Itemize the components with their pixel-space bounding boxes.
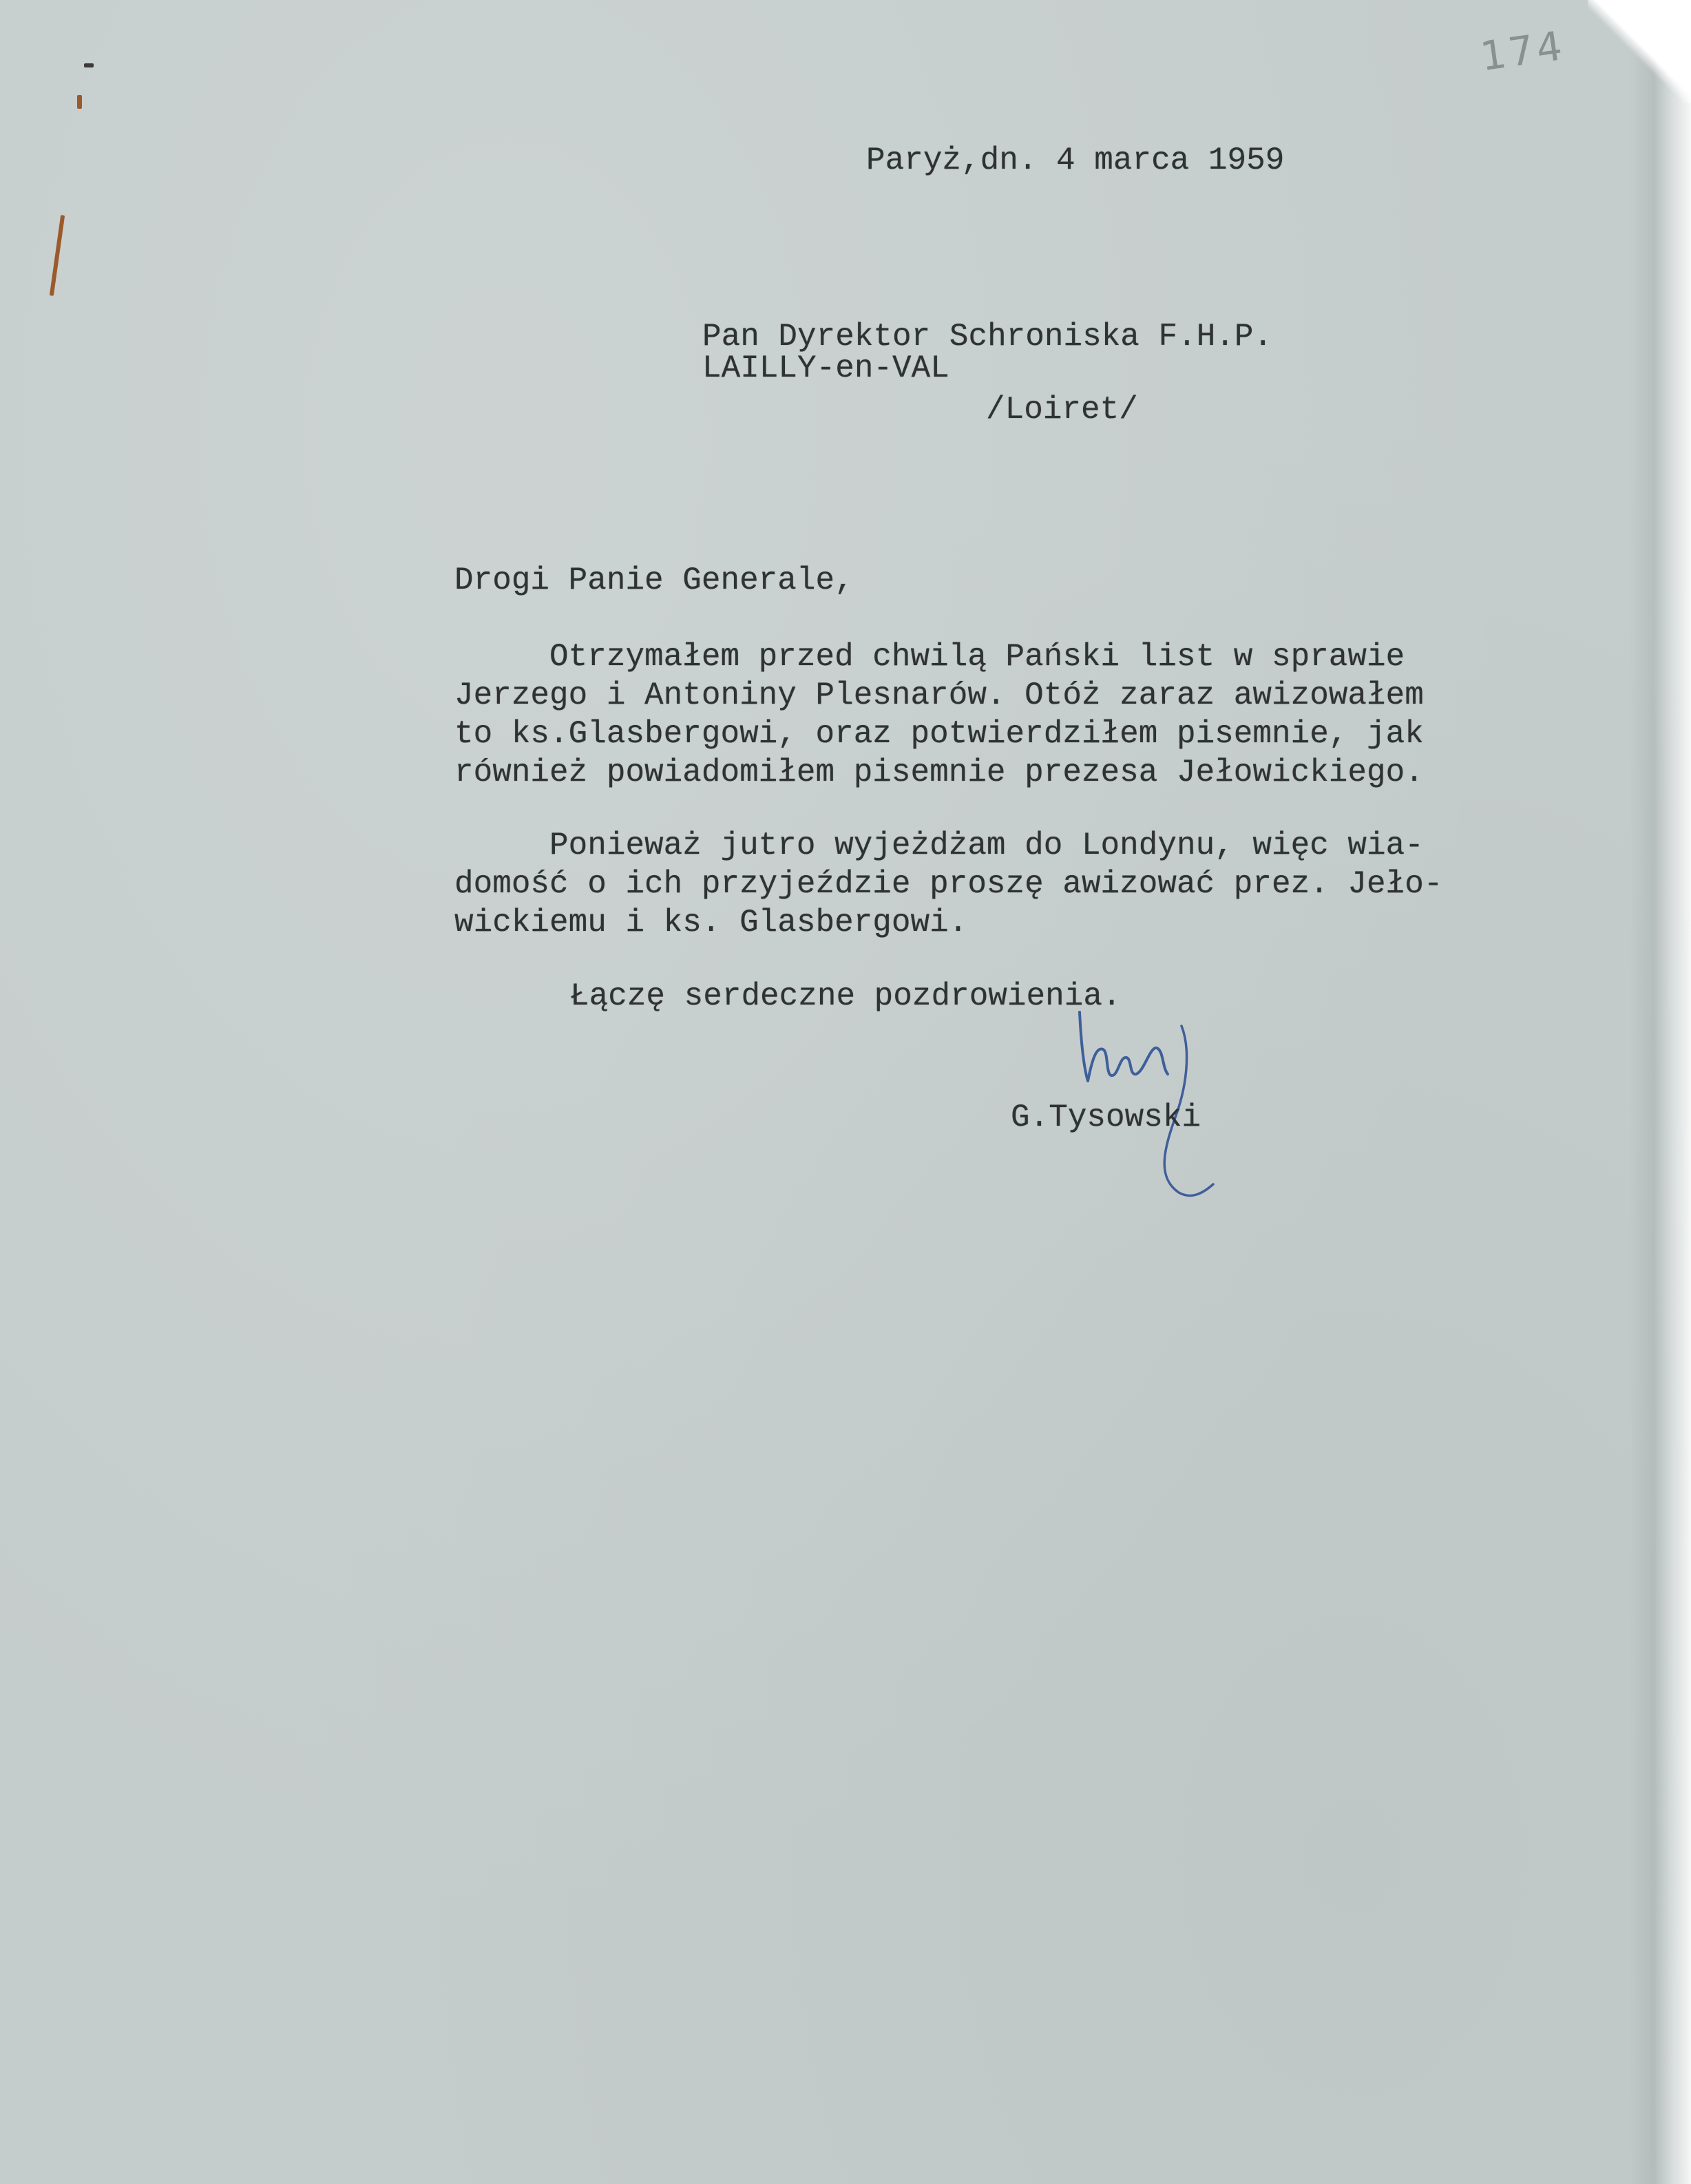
rust-mark [50, 215, 65, 296]
recipient-line-2: LAILLY-en-VAL [702, 350, 949, 386]
paragraph-line: Ponieważ jutro wyjeżdżam do Londynu, więc wia- [454, 828, 1424, 863]
rust-mark [77, 95, 82, 109]
paragraph-2 [454, 826, 1529, 942]
archive-number: 174 [1477, 21, 1568, 81]
watermark-show-through [441, 83, 516, 2079]
paragraph-line: wickiemu i ks. Glasbergowi. [454, 905, 968, 941]
recipient-line-1: Pan Dyrektor Schroniska F.H.P. [702, 319, 1273, 355]
rust-mark [84, 63, 94, 67]
paragraph-line: Jerzego i Antoniny Plesnarów. Otóż zaraz awizowałem [454, 678, 1424, 713]
page-corner [1588, 0, 1691, 103]
signer-name: G.Tysowski [1011, 1100, 1201, 1135]
page-fold-shadow [1629, 0, 1691, 2184]
paragraph-line: Otrzymałem przed chwilą Pański list w sprawie [454, 639, 1405, 675]
recipient-line-3: /Loiret/ [986, 392, 1138, 428]
paragraph-line: to ks.Glasbergowi, oraz potwierdziłem pisemnie, jak [454, 716, 1424, 752]
closing-line: Łączę serdeczne pozdrowienia. [570, 978, 1122, 1014]
salutation: Drogi Panie Generale, [454, 563, 854, 598]
paragraph-line: domość o ich przyjeździe proszę awizować prez. Jeło- [454, 866, 1443, 902]
date-line: Paryż,dn. 4 marca 1959 [866, 143, 1285, 178]
paragraph-1 [454, 638, 1529, 792]
paragraph-line: również powiadomiłem pisemnie prezesa Jełowickiego. [454, 755, 1424, 790]
